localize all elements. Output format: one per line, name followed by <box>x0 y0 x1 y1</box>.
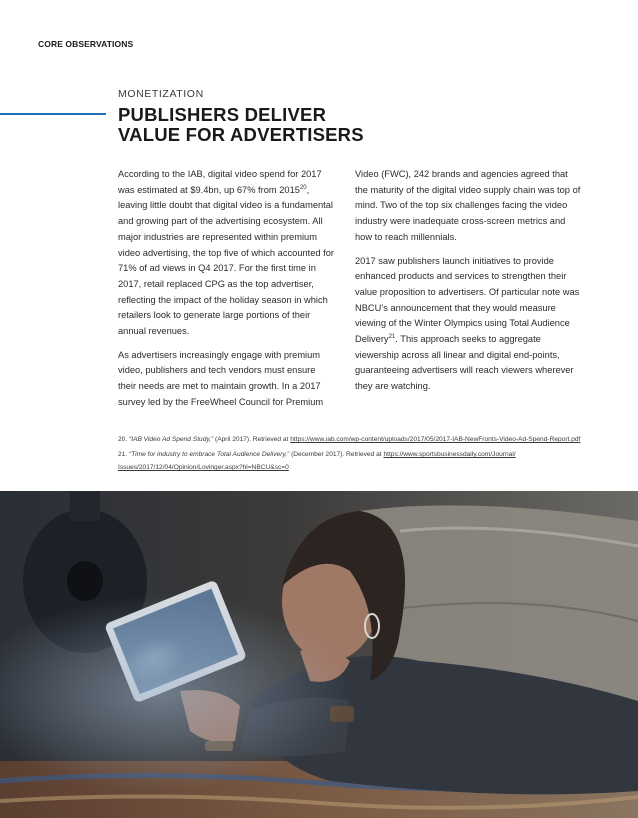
body-column-left <box>118 167 336 419</box>
paragraph: Video (FWC), 242 brands and agencies agreed that the maturity of the digital video supply chain was top of mind. Two of the top six challenges facing the video industry were inadequate cross-screen metrics and how to reach millennials. <box>355 169 581 242</box>
footnote-ref[interactable]: 21 <box>388 333 396 340</box>
footnote-ref[interactable]: 20 <box>299 184 307 191</box>
footnote-title: “IAB Video Ad Spend Study,” <box>129 436 214 443</box>
headline-line-2: VALUE FOR ADVERTISERS <box>118 124 364 145</box>
hero-photo <box>0 491 638 818</box>
paragraph-text: , leaving little doubt that digital video is a fundamental and growing part of the advertising ecosystem. All major industries are represented within premium video advertising, the top five of which accounted for 71% of ad views in Q4 2017. For the first time in 2017, retail replaced CPG as the top advertiser, reflecting the impact of the holiday season in which retailers look to generate large portions of their annual revenues. <box>118 184 335 337</box>
footnote-21 <box>118 448 588 474</box>
footnote-link[interactable]: Issues/2017/12/04/Opinion/Lovinger.aspx?hl=NBCU&sc=0 <box>118 464 289 471</box>
paragraph-text: According to the IAB, digital video spend for 2017 was estimated at $9.4bn, up 67% from 2015 <box>118 169 322 195</box>
footnote-text: (December 2017). Retrieved at <box>291 451 382 458</box>
footnote-text: (April 2017). Retrieved at <box>215 436 289 443</box>
footnotes <box>118 433 588 476</box>
article-headline <box>118 105 418 145</box>
footnote-number: 21. <box>118 451 128 458</box>
footnote-title: “Time for industry to embrace Total Audience Delivery,” <box>129 451 290 458</box>
headline-line-1: PUBLISHERS DELIVER <box>118 104 327 125</box>
footnote-20 <box>118 433 588 446</box>
paragraph: As advertisers increasingly engage with premium video, publishers and tech vendors must ensure their needs are met to maintain growth. In a 2017 survey led by the FreeWheel Council for Premium <box>118 349 324 407</box>
footnote-link[interactable]: https://www.iab.com/wp-content/uploads/2017/05/2017-IAB-NewFronts-Video-Ad-Spend-Report.pdf <box>290 436 581 443</box>
paragraph-text: . This approach seeks to aggregate viewership across all linear and digital end-points, guaranteeing advertisers will reach viewers wherever they are watching. <box>355 334 574 392</box>
paragraph <box>355 254 583 395</box>
footnote-link[interactable]: https://www.sportsbusinessdaily.com/Journal/ <box>383 451 516 458</box>
paragraph <box>118 167 336 340</box>
section-label: CORE OBSERVATIONS <box>38 39 134 49</box>
accent-rule <box>0 113 106 115</box>
article-kicker: MONETIZATION <box>118 88 204 100</box>
body-column-right <box>355 167 583 403</box>
paragraph-text: 2017 saw publishers launch initiatives to provide enhanced products and services to strengthen their value proposition to advertisers. Of particular note was NBCU’s announcement that they would measure viewing of the Winter Olympics using Total Audience Delivery <box>355 255 580 345</box>
footnote-number: 20. <box>118 436 128 443</box>
